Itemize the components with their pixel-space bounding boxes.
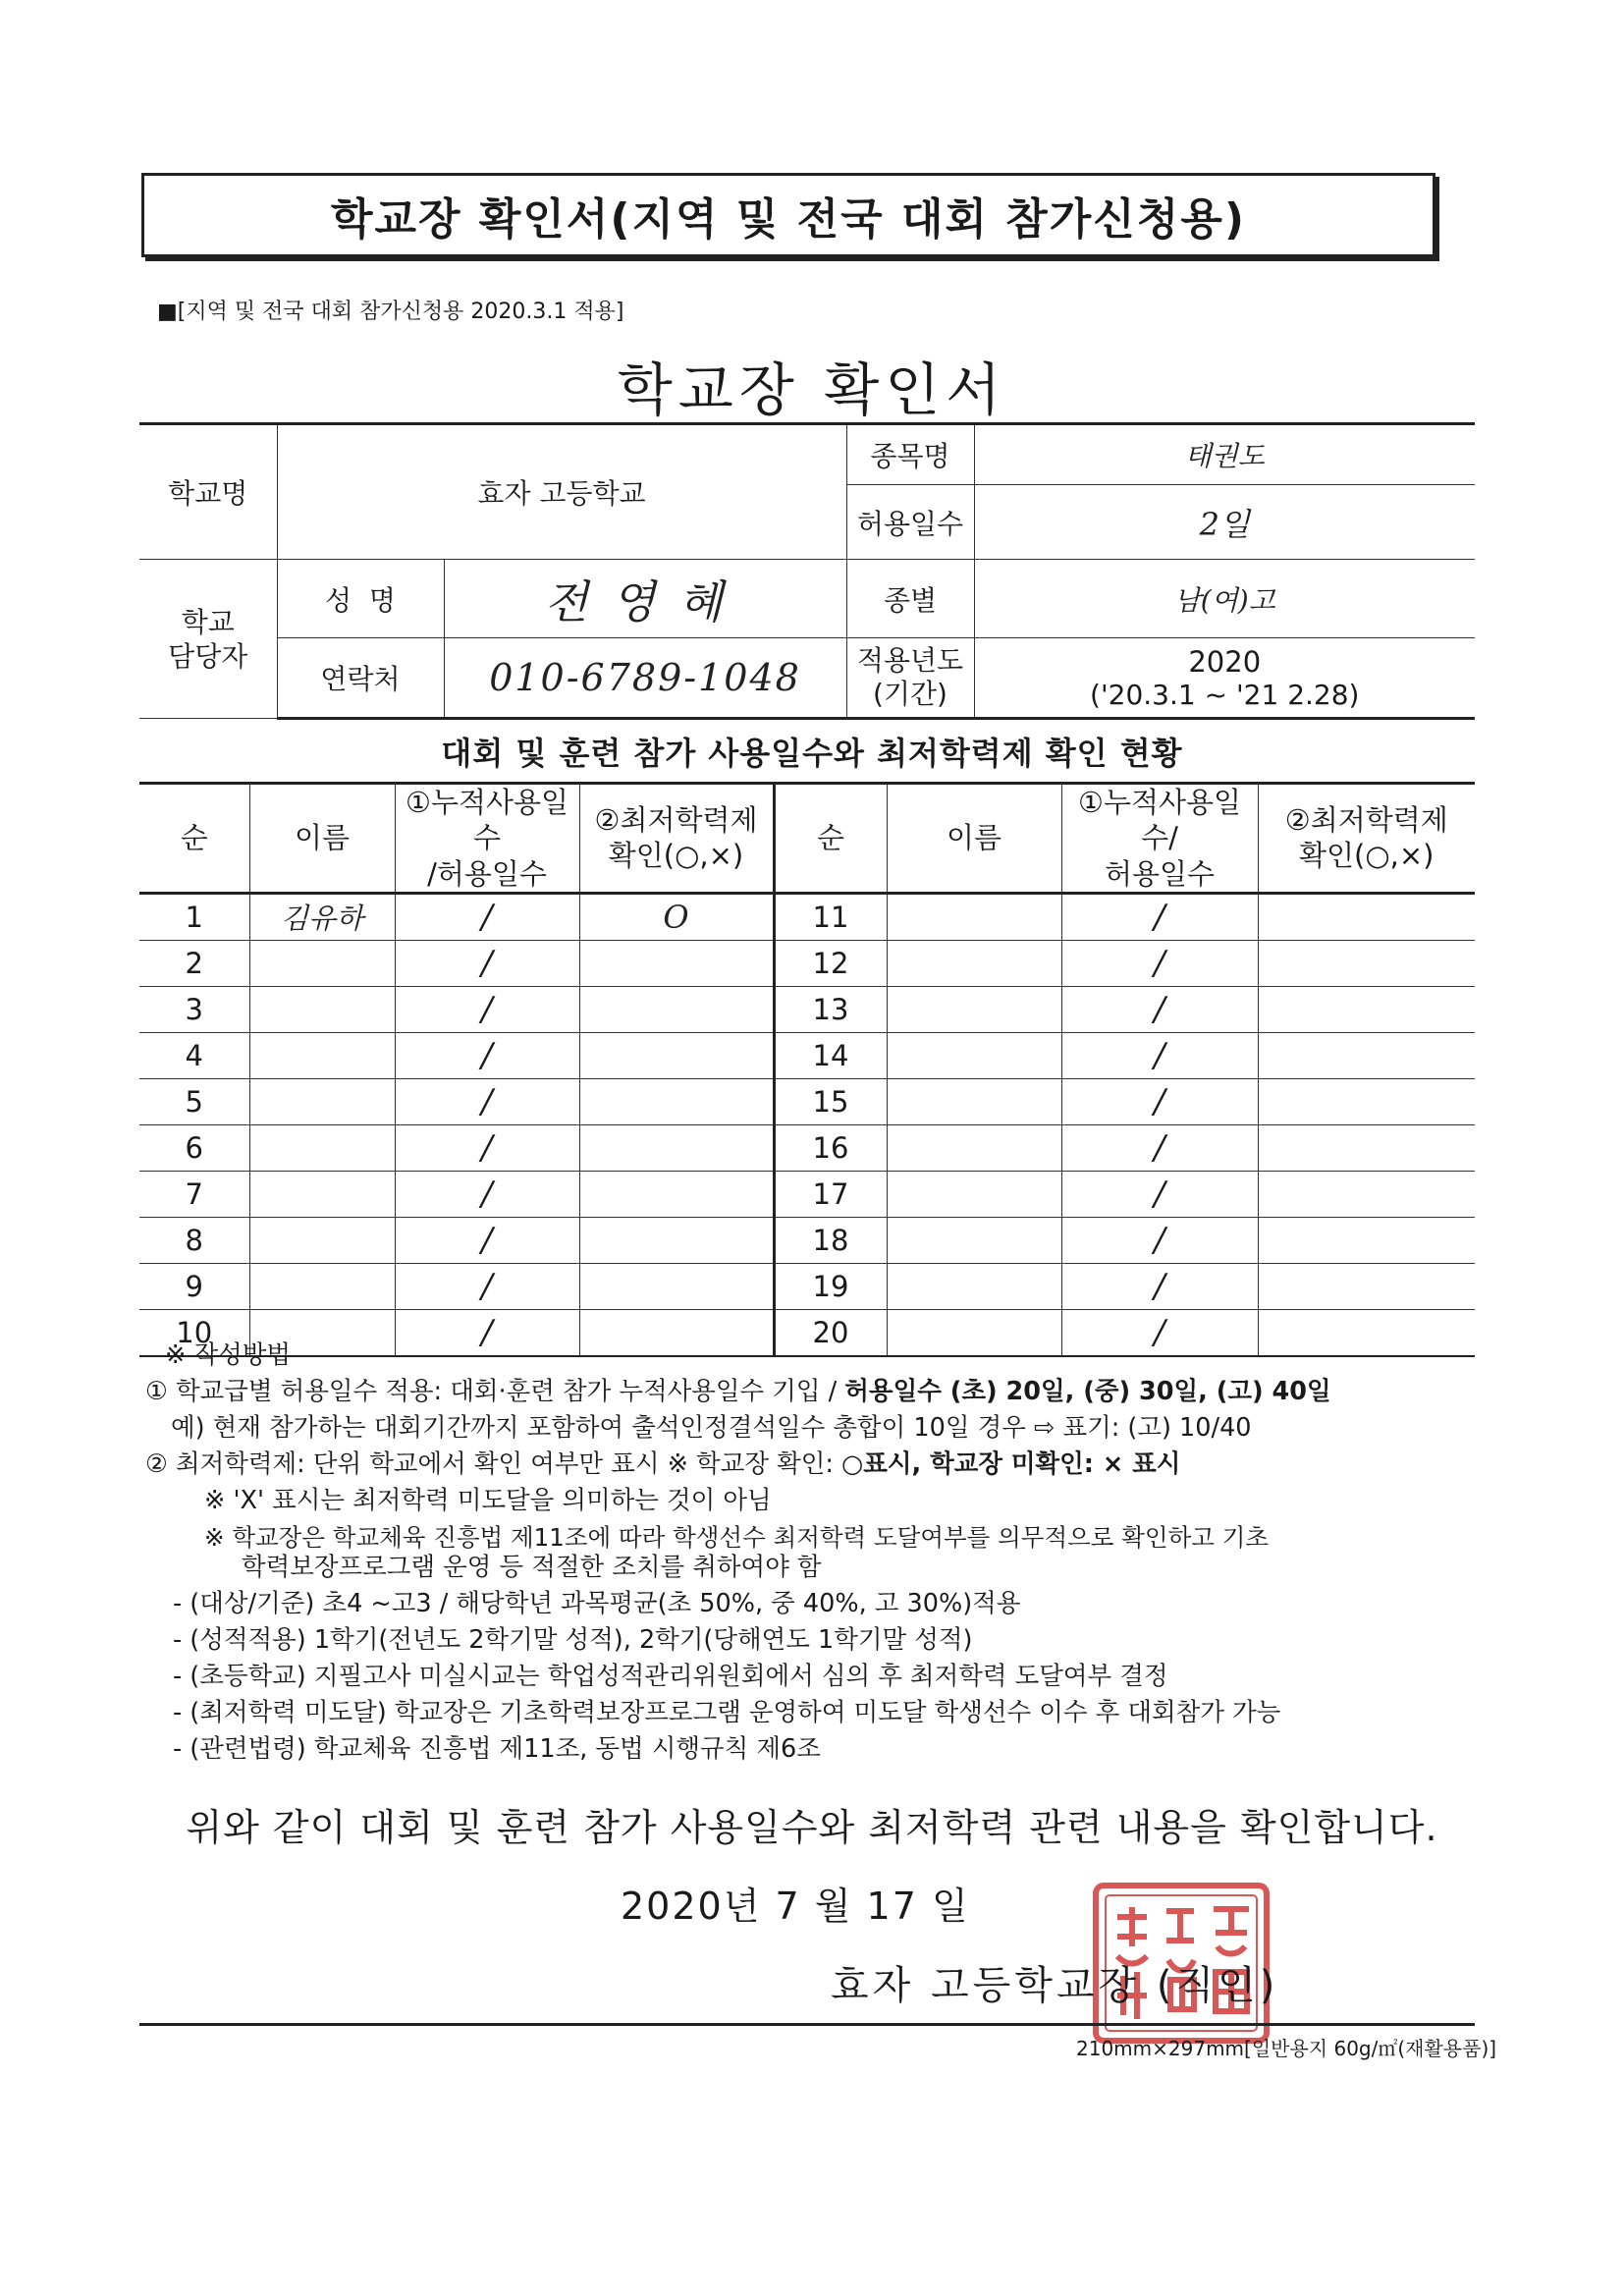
student-name (887, 1263, 1061, 1309)
days-used: / (395, 1171, 579, 1217)
gender-value: 남(여)고 (974, 560, 1475, 638)
contact-value: 010-6789-1048 (444, 638, 846, 719)
detail-4: - (최저학력 미도달) 학교장은 기초학력보장프로그램 운영하여 미도달 학생선수 이수 후 대회참가 가능 (173, 1698, 1281, 1727)
row-no: 16 (774, 1124, 887, 1171)
academic-check (579, 1124, 774, 1171)
header-name-right: 이름 (887, 784, 1061, 894)
roster-row (139, 1263, 1475, 1309)
days-used: / (1061, 1217, 1258, 1263)
principal-signature-line: 효자 고등학교장 (직인) (831, 1963, 1279, 2008)
academic-check (579, 1171, 774, 1217)
allowed-days-label: 허용일수 (846, 485, 974, 560)
manager-label: 학교 담당자 (139, 560, 277, 719)
student-name (249, 1124, 395, 1171)
detail-3: - (초등학교) 지필고사 미실시교는 학업성적관리위원회에서 심의 후 최저학력 도달여부 결정 (173, 1662, 1168, 1691)
academic-check (1258, 893, 1475, 940)
detail-5: - (관련법령) 학교체육 진흥법 제11조, 동법 시행규칙 제6조 (173, 1734, 821, 1764)
student-name (887, 940, 1061, 986)
row-no: 11 (774, 893, 887, 940)
academic-check (1258, 986, 1475, 1032)
row-no: 10 (139, 1309, 249, 1356)
roster-row (139, 1032, 1475, 1078)
academic-check (1258, 940, 1475, 986)
days-used: / (395, 986, 579, 1032)
form-version-note: ■[지역 및 전국 대회 참가신청용 2020.3.1 적용] (157, 300, 624, 324)
header-days-left: ①누적사용일수 /허용일수 (395, 784, 579, 894)
row-no: 12 (774, 940, 887, 986)
row-no: 4 (139, 1032, 249, 1078)
student-name (249, 1032, 395, 1078)
roster-row (139, 1078, 1475, 1124)
note-1-example: 예) 현재 참가하는 대회기간까지 포함하여 출석인정결석일수 총합이 10일 경우 ⇨ 표기: (고) 10/40 (171, 1413, 1252, 1443)
student-name (887, 1078, 1061, 1124)
academic-check: O (579, 893, 774, 940)
days-used: / (1061, 940, 1258, 986)
note-1-text: ① 학교급별 허용일수 적용: 대회·훈련 참가 누적사용일수 기입 / (145, 1377, 845, 1406)
school-label: 학교명 (139, 424, 277, 560)
roster-row (139, 986, 1475, 1032)
roster-row (139, 1124, 1475, 1171)
row-no: 20 (774, 1309, 887, 1356)
days-used: / (1061, 1032, 1258, 1078)
header-academic-right: ②최저학력제 확인(○,×) (1258, 784, 1475, 894)
row-no: 9 (139, 1263, 249, 1309)
days-used: / (1061, 1078, 1258, 1124)
row-no: 1 (139, 893, 249, 940)
roster-row (139, 1171, 1475, 1217)
days-used: / (395, 1217, 579, 1263)
academic-check (1258, 1217, 1475, 1263)
row-no: 18 (774, 1217, 887, 1263)
school-info-table (139, 422, 1475, 720)
roster-row (139, 1217, 1475, 1263)
academic-check (1258, 1078, 1475, 1124)
gender-label: 종별 (846, 560, 974, 638)
document-header-title: 학교장 확인서(지역 및 전국 대회 참가신청용) (331, 194, 1246, 245)
days-used: / (395, 1032, 579, 1078)
row-no: 8 (139, 1217, 249, 1263)
year-value: 2020 (1188, 644, 1262, 679)
academic-check (579, 940, 774, 986)
days-used: / (1061, 1171, 1258, 1217)
document-header-box (141, 173, 1435, 257)
roster-row (139, 893, 1475, 940)
detail-2: - (성적적용) 1학기(전년도 2학기말 성적), 2학기(당해연도 1학기말 성적) (173, 1625, 973, 1655)
days-used: / (395, 1263, 579, 1309)
row-no: 3 (139, 986, 249, 1032)
row-no: 17 (774, 1171, 887, 1217)
row-no: 7 (139, 1171, 249, 1217)
instructions-notes (145, 1338, 1481, 1768)
note-1-bold: 허용일수 (초) 20일, (중) 30일, (고) 40일 (844, 1377, 1331, 1406)
roster-table (139, 782, 1475, 1357)
days-used: / (395, 1124, 579, 1171)
paper-spec-note: 210mm×297mm[일반용지 60g/㎡(재활용품)] (1076, 2037, 1497, 2060)
manager-name-value: 전영혜 (444, 560, 846, 638)
row-no: 2 (139, 940, 249, 986)
bottom-divider (139, 2023, 1475, 2026)
note-1 (145, 1374, 1481, 1410)
academic-check (579, 986, 774, 1032)
row-no: 15 (774, 1078, 887, 1124)
student-name (249, 940, 395, 986)
note-2 (145, 1447, 1481, 1483)
days-used: / (395, 1078, 579, 1124)
student-name (887, 986, 1061, 1032)
student-name (249, 986, 395, 1032)
notes-heading: ※ 작성방법 (165, 1340, 292, 1370)
days-used: / (1061, 893, 1258, 940)
row-no: 6 (139, 1124, 249, 1171)
allowed-days-value: 2일 (974, 485, 1475, 560)
row-no: 14 (774, 1032, 887, 1078)
section-title: 대회 및 훈련 참가 사용일수와 최저학력제 확인 현황 (441, 735, 1183, 772)
student-name: 김유하 (249, 893, 395, 940)
header-days-right: ①누적사용일수/ 허용일수 (1061, 784, 1258, 894)
row-no: 5 (139, 1078, 249, 1124)
student-name (887, 1032, 1061, 1078)
student-name (887, 1171, 1061, 1217)
note-2-sub-2: ※ 학교장은 학교체육 진흥법 제11조에 따라 학생선수 최저학력 도달여부를 의무적으로 확인하고 기초 (204, 1523, 1270, 1552)
student-name (249, 1171, 395, 1217)
days-used: / (1061, 986, 1258, 1032)
year-cell (974, 638, 1475, 719)
student-name (887, 1217, 1061, 1263)
note-2-bold: ○표시, 학교장 미확인: × 표시 (841, 1449, 1181, 1479)
header-academic-left: ②최저학력제 확인(○,×) (579, 784, 774, 894)
sport-value: 태권도 (974, 424, 1475, 485)
days-used: / (1061, 1309, 1258, 1356)
header-no-left: 순 (139, 784, 249, 894)
days-used: / (395, 893, 579, 940)
row-no: 13 (774, 986, 887, 1032)
student-name (249, 1263, 395, 1309)
academic-check (579, 1217, 774, 1263)
student-name (887, 893, 1061, 940)
days-used: / (395, 940, 579, 986)
signing-date: 2020년 7 월 17 일 (621, 1885, 970, 1928)
academic-check (579, 1032, 774, 1078)
academic-check (1258, 1171, 1475, 1217)
note-2-text: ② 최저학력제: 단위 학교에서 확인 여부만 표시 ※ 학교장 확인: (145, 1449, 842, 1479)
detail-1: - (대상/기준) 초4 ~고3 / 해당학년 과목평균(초 50%, 중 40%, 고 30%)적용 (173, 1589, 1021, 1618)
document-title: 학교장 확인서 (617, 356, 1007, 423)
student-name (887, 1124, 1061, 1171)
academic-check (579, 1263, 774, 1309)
academic-check (579, 1078, 774, 1124)
header-no-right: 순 (774, 784, 887, 894)
year-period: ('20.3.1 ~ '21 2.28) (1090, 678, 1360, 711)
year-label: 적용년도 (기간) (846, 638, 974, 719)
confirmation-sentence: 위와 같이 대회 및 훈련 참가 사용일수와 최저학력 관련 내용을 확인합니다. (186, 1806, 1438, 1849)
days-used: / (1061, 1263, 1258, 1309)
days-used: / (395, 1309, 579, 1356)
contact-label: 연락처 (277, 638, 444, 719)
academic-check (1258, 1263, 1475, 1309)
name-label: 성 명 (277, 560, 444, 638)
academic-check (1258, 1032, 1475, 1078)
row-no: 19 (774, 1263, 887, 1309)
student-name (249, 1217, 395, 1263)
academic-check (1258, 1124, 1475, 1171)
note-2-sub-2b: 학력보장프로그램 운영 등 적절한 조치를 취하여야 함 (242, 1553, 822, 1582)
note-2-sub-1: ※ 'X' 표시는 최저학력 미도달을 의미하는 것이 아님 (204, 1486, 772, 1515)
roster-row (139, 940, 1475, 986)
student-name (249, 1078, 395, 1124)
school-name: 효자 고등학교 (277, 424, 846, 560)
sport-label: 종목명 (846, 424, 974, 485)
days-used: / (1061, 1124, 1258, 1171)
header-name-left: 이름 (249, 784, 395, 894)
